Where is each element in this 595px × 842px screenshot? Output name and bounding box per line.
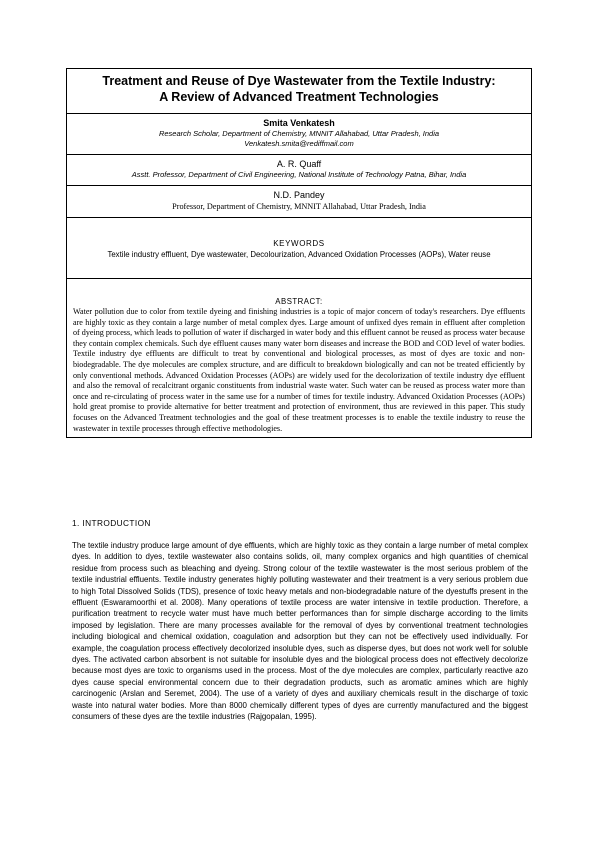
abstract-text: Water pollution due to color from textile dyeing and finishing industries is a topic of major concern of today's researchers. Dye effluents are highly toxic as they contain a large number of metal complex dyes. Large amount of unfixed dyes remain in effluent after completion of dyeing process, which leads to pollution of water if discharged in water body and this effluent cannot be reused as process water because they contain complex chemicals. Such dye effluent causes many water born diseases and increase the BOD and COD level of water bodies. Textile industry dye effluents are difficult to treat by conventional and biological processes, as most of dyes are toxic and non-biodegradable. The dye molecules are complex structure, and are difficult to breakdown biologically and can not be treated efficiently by only conventional methods. Advanced Oxidation Processes (AOPs) are widely used for the decolorization of textile industry dye effluent and also the removal of recalcitrant organic constituents from industrial waste water. Such water can be reused as process water more than once and re-circulating of process water in the same use for a number of times for textile industry. Advanced Oxidation Processes (AOPs) hold great promise to provide alternative for better treatment and protection of environment, thus are reviewed in this paper. This study focuses on the Advanced Treatment technologies and the goal of these treatment processes is to enable the textile industry to reuse the wastewater in textile processes through effective methodologies. bbox=[73, 307, 525, 433]
author-block-1 bbox=[67, 113, 531, 154]
keywords-heading: KEYWORDS bbox=[273, 239, 325, 248]
title-block bbox=[67, 69, 531, 113]
title-line-1: Treatment and Reuse of Dye Wastewater from the Textile Industry: bbox=[102, 74, 496, 88]
author-block-2 bbox=[67, 154, 531, 185]
author-name: A. R. Quaff bbox=[276, 159, 322, 169]
keywords-text: Textile industry effluent, Dye wastewater, Decolourization, Advanced Oxidation Processes (AOPs), Water reuse bbox=[107, 250, 491, 259]
keywords-block bbox=[67, 217, 531, 278]
section-heading: 1. INTRODUCTION bbox=[72, 518, 151, 528]
paper-title bbox=[73, 73, 525, 105]
header-frame bbox=[66, 68, 532, 438]
author-affiliation: Professor, Department of Chemistry, MNNIT Allahabad, Uttar Pradesh, India bbox=[172, 202, 426, 211]
author-email[interactable]: Venkatesh.smita@rediffmail.com bbox=[244, 139, 354, 148]
author-affiliation: Asstt. Professor, Department of Civil Engineering, National Institute of Technology Patna, Bihar, India bbox=[131, 170, 467, 179]
author-name: Smita Venkatesh bbox=[263, 118, 335, 128]
author-name: N.D. Pandey bbox=[273, 190, 325, 200]
abstract-block bbox=[67, 278, 531, 437]
author-block-3 bbox=[67, 185, 531, 217]
title-line-2: A Review of Advanced Treatment Technologies bbox=[159, 90, 439, 104]
author-affiliation: Research Scholar, Department of Chemistry, MNNIT Allahabad, Uttar Pradesh, India bbox=[158, 129, 440, 138]
abstract-heading: ABSTRACT: bbox=[275, 297, 323, 306]
section-body: The textile industry produce large amount of dye effluents, which are highly toxic as they contain a large number of metal complex dyes. In addition to dyes, textile wastewater also contains solids, oil, many complex organics and high quantities of chemical residue from process such as bleaching and dyeing. Strong colour of the textile wastewater is the most serious problem of the textile industrial effluents. Textile industry generates highly polluting wastewater and their treatment is a very serious problem due to high Total Dissolved Solids (TDS), presence of toxic heavy metals and non-biodegradable nature of the dyestuffs present in the effluent (Eswaramoorthi et al. 2008). Many operations of textile process are water intensive in textile production. Therefore, a purification treatment to recycle water must have much better performances than for simple discharge according to the limits imposed by legislation. There are many processes available for the removal of dyes by conventional treatment technologies including biological and chemical oxidation, coagulation and adsorption but they can not be effectively used individually. For example, the coagulation process effectively decolorized insoluble dyes, such as disperse dyes, but does not work well for soluble dyes. The activated carbon absorbent is not suitable for insoluble dyes and the biological process does not effectively decolorize because most dyes are toxic to organisms used in the process. Most of the dye molecules are complex, particularly reactive azo dyes cause special environmental concern due to their degradation products, such as aromatic amines which are highly carcinogenic (Arslan and Seremet, 2004). The use of a variety of dyes and auxiliary chemicals result in the discharge of toxic waste into natural water bodies. More than 8000 chemically different types of dyes are currently manufactured and the biggest consumers of these dyes are the textile industries (Rajgopalan, 1995). bbox=[72, 541, 528, 722]
